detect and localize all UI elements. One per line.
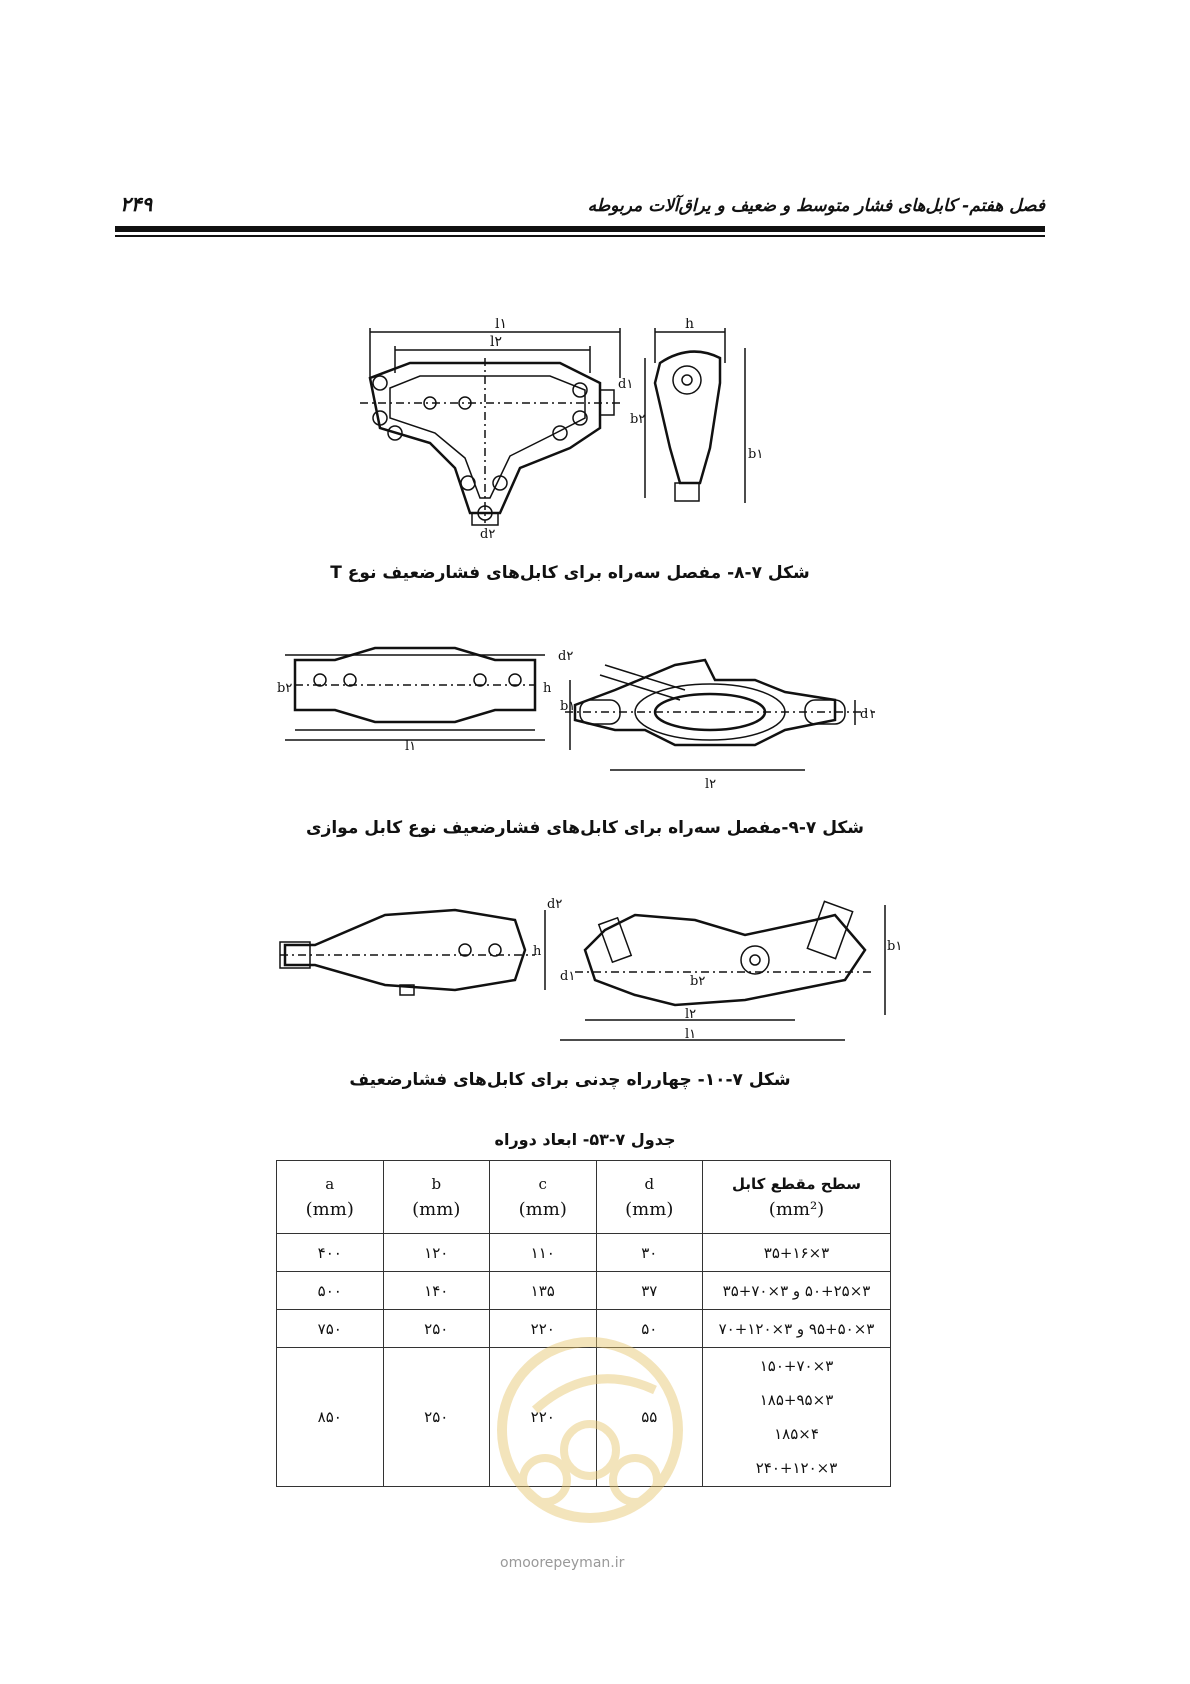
cell-cross-section: ۳×۹۵+۵۰ و ۳×۱۲۰+۷۰ bbox=[703, 1310, 891, 1348]
fig9-label-b1: b۱ bbox=[560, 699, 576, 714]
fig8-label-d1: d۱ bbox=[618, 377, 634, 392]
header-rule-thin bbox=[115, 235, 1045, 237]
fig10-label-d2: d۲ bbox=[547, 897, 563, 912]
fig9-label-l1: l۱ bbox=[405, 739, 417, 754]
figure-7-10-drawing bbox=[275, 890, 905, 1060]
section-line: ۳×۱۸۵+۹۵ bbox=[759, 1391, 834, 1409]
figure-7-8-drawing bbox=[350, 318, 800, 548]
fig10-label-l2: l۲ bbox=[685, 1007, 697, 1022]
fig8-label-h: h bbox=[685, 318, 695, 332]
cell-b: ۲۵۰ bbox=[383, 1310, 490, 1348]
figure-7-9-caption: شکل ۷-۹-مفصل سه‌راه برای کابل‌های فشارضعیف نوع کابل موازی bbox=[305, 818, 864, 838]
section-line: ۳×۱۵۰+۷۰ bbox=[759, 1357, 834, 1375]
fig8-label-b2: b۲ bbox=[630, 412, 646, 427]
cell-cross-section bbox=[703, 1348, 891, 1487]
header-a: a (mm) bbox=[277, 1161, 384, 1234]
page-number: ۲۴۹ bbox=[120, 192, 153, 216]
fig9-label-h: h bbox=[543, 681, 552, 696]
fig10-label-b2: b۲ bbox=[690, 974, 706, 989]
header-cross-section: سطح مقطع کابل (mm²) bbox=[703, 1161, 891, 1234]
section-line: ۳×۲۴۰+۱۲۰ bbox=[755, 1459, 838, 1477]
fig9-label-b2: b۲ bbox=[277, 681, 293, 696]
header-c: c (mm) bbox=[490, 1161, 597, 1234]
cell-c: ۱۱۰ bbox=[490, 1234, 597, 1272]
chapter-title: فصل هفتم- کابل‌های فشار متوسط و ضعیف و یراق‌آلات مربوطه bbox=[587, 196, 1045, 216]
fig9-label-d1: d۱ bbox=[860, 707, 876, 722]
cell-b: ۲۵۰ bbox=[383, 1348, 490, 1487]
cell-b: ۱۲۰ bbox=[383, 1234, 490, 1272]
fig8-label-l2: l۲ bbox=[490, 334, 502, 350]
cell-cross-section: ۳×۵۰+۲۵ و ۳×۷۰+۳۵ bbox=[703, 1272, 891, 1310]
cell-d: ۳۰ bbox=[596, 1234, 703, 1272]
figure-7-10-caption: شکل ۷-۱۰- چهارراه چدنی برای کابل‌های فشارضعیف bbox=[349, 1070, 791, 1090]
watermark-logo bbox=[495, 1330, 685, 1540]
fig8-label-b1: b۱ bbox=[748, 447, 764, 462]
cell-a: ۴۰۰ bbox=[277, 1234, 384, 1272]
cell-d: ۵۰ bbox=[596, 1310, 703, 1348]
fig10-label-b1: b۱ bbox=[887, 939, 903, 954]
fig10-label-d1: d۱ bbox=[560, 969, 576, 984]
header-rule bbox=[115, 226, 1045, 232]
cell-c: ۲۲۰ bbox=[490, 1348, 597, 1487]
header-b: b (mm) bbox=[383, 1161, 490, 1234]
cell-d: ۳۷ bbox=[596, 1272, 703, 1310]
table-row bbox=[277, 1272, 891, 1310]
cell-a: ۵۰۰ bbox=[277, 1272, 384, 1310]
fig9-label-d2: d۲ bbox=[558, 649, 574, 664]
table-row bbox=[277, 1234, 891, 1272]
cell-c: ۲۲۰ bbox=[490, 1310, 597, 1348]
section-line: ۴×۱۸۵ bbox=[774, 1425, 819, 1443]
figure-7-9-drawing bbox=[275, 630, 895, 810]
watermark-url: omoorepeyman.ir bbox=[500, 1555, 625, 1571]
cell-c: ۱۳۵ bbox=[490, 1272, 597, 1310]
cell-d: ۵۵ bbox=[596, 1348, 703, 1487]
fig9-label-l2: l۲ bbox=[705, 777, 717, 792]
figure-7-8-caption: شکل ۷-۸- مفصل سه‌راه برای کابل‌های فشارضعیف نوع T bbox=[330, 563, 810, 583]
fig8-label-d2: d۲ bbox=[480, 527, 496, 542]
cell-a: ۸۵۰ bbox=[277, 1348, 384, 1487]
table-header-row bbox=[277, 1161, 891, 1234]
cell-cross-section: ۳×۳۵+۱۶ bbox=[703, 1234, 891, 1272]
fig10-label-h: h bbox=[533, 944, 542, 959]
table-title: جدول ۷-۵۳- ابعاد دوراه bbox=[494, 1130, 676, 1149]
fig8-label-l1: l۱ bbox=[495, 318, 507, 332]
fig10-label-l1: l۱ bbox=[685, 1027, 697, 1042]
header-d: d (mm) bbox=[596, 1161, 703, 1234]
cell-a: ۷۵۰ bbox=[277, 1310, 384, 1348]
cell-b: ۱۴۰ bbox=[383, 1272, 490, 1310]
